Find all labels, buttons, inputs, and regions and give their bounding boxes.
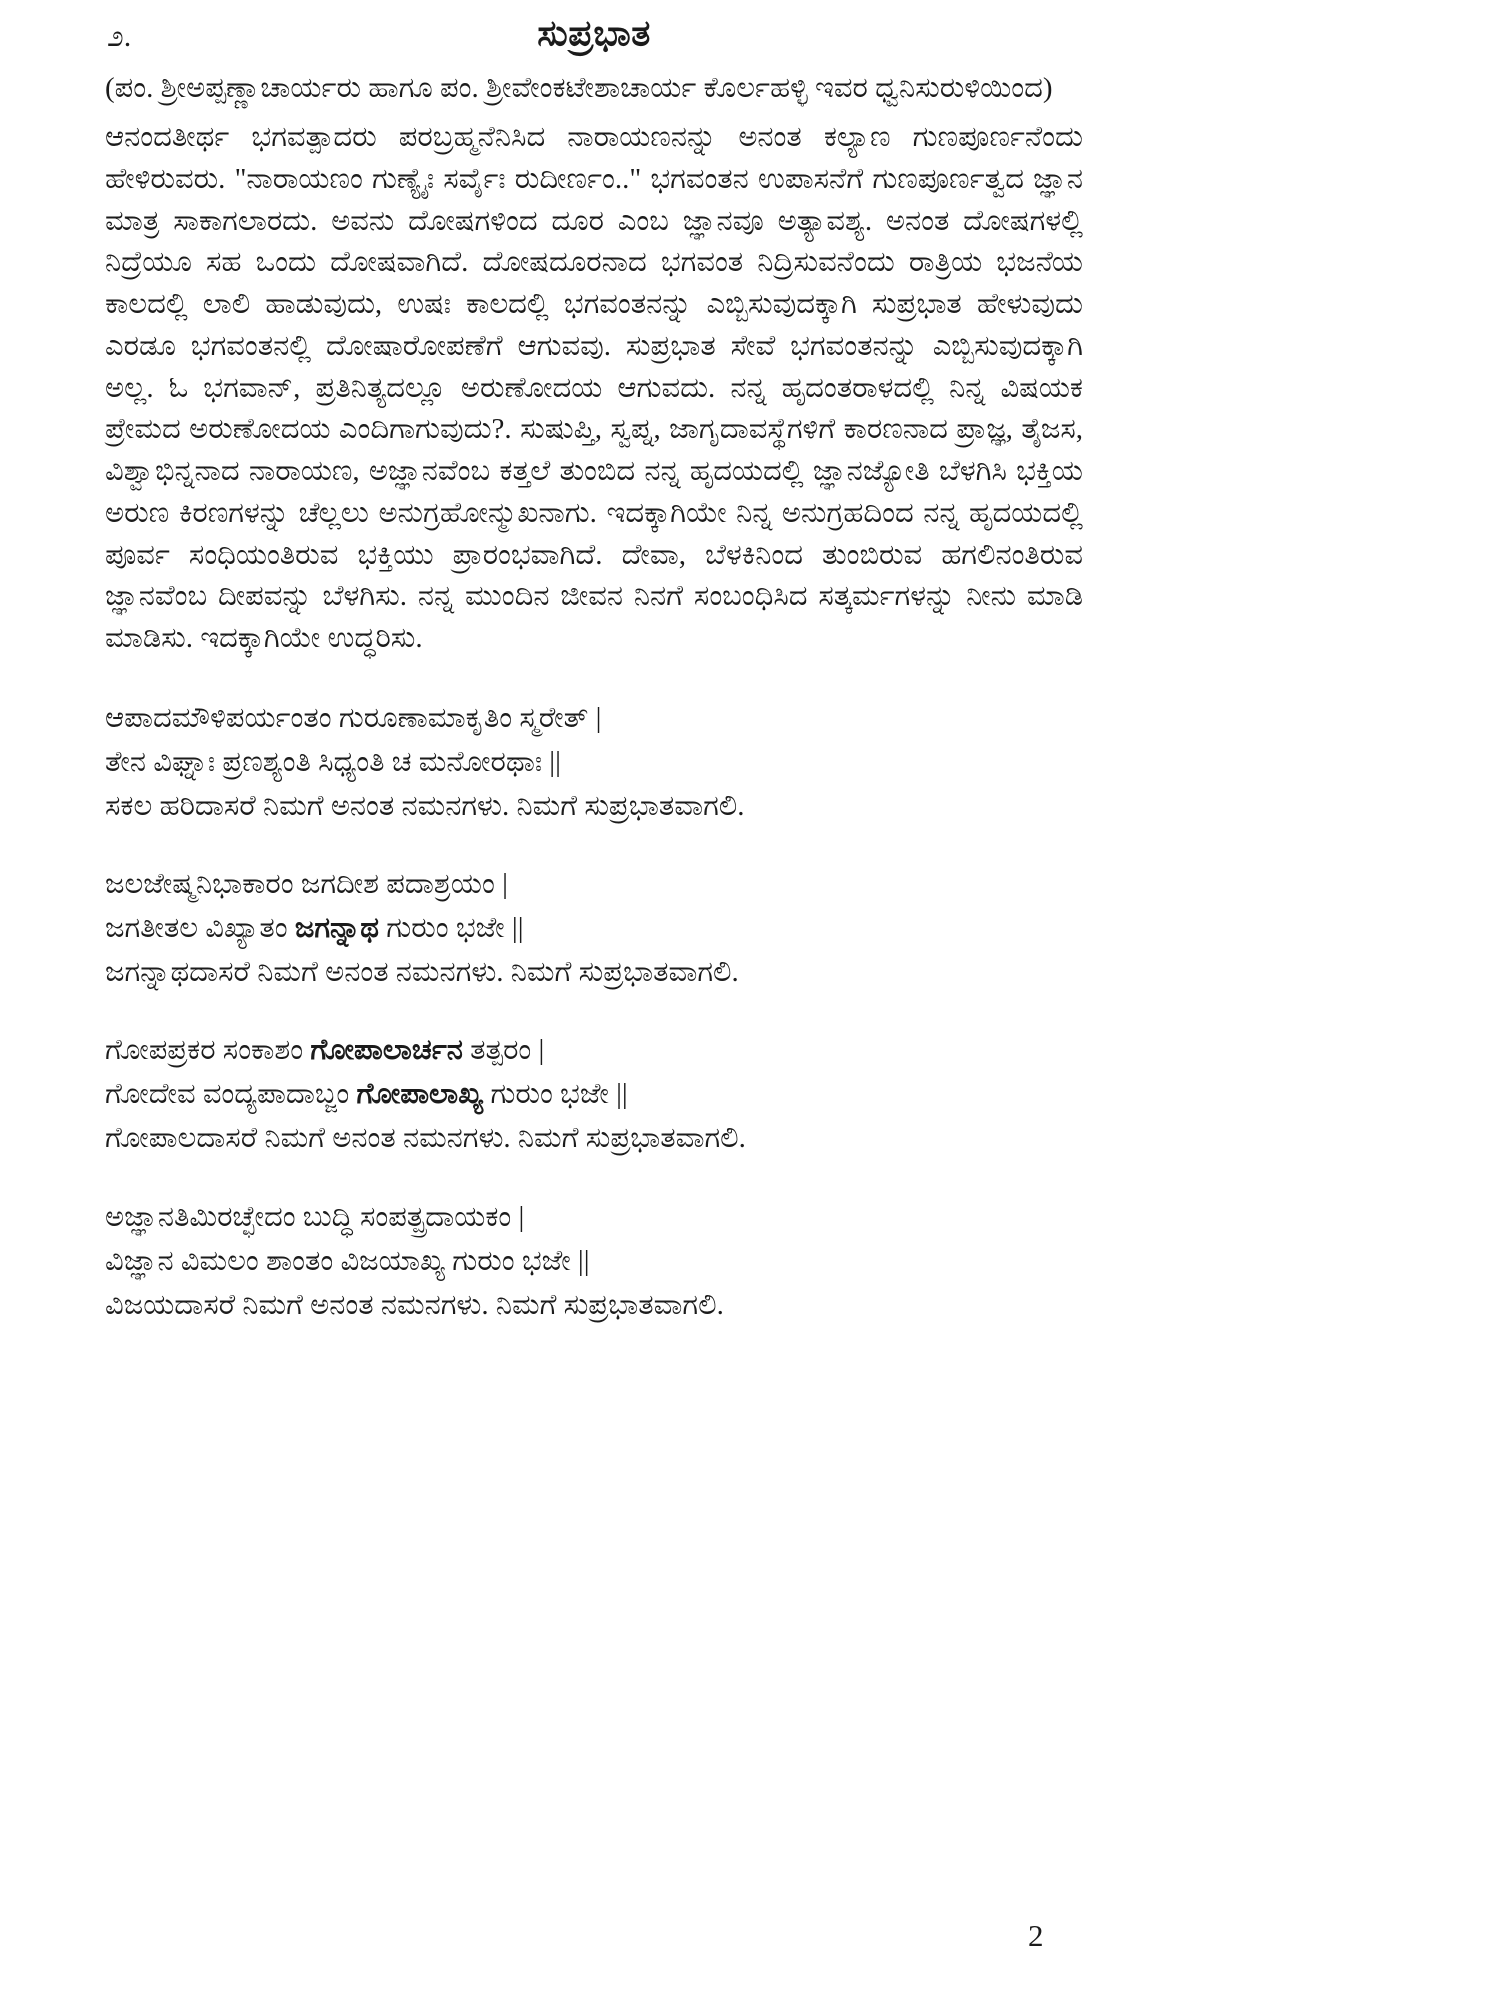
verse-text-bold: ಗೋಪಾಲಾರ್ಚನ — [310, 1034, 463, 1067]
list-item-number: ೨. — [107, 20, 132, 53]
verse-block-1 — [105, 696, 1083, 828]
verse-text: ತೇನ ವಿಘ್ನಾಃ ಪ್ರಣಶ್ಯಂತಿ ಸಿಧ್ಯಂತಿ ಚ ಮನೋರಥಾಃ || — [105, 745, 561, 778]
verse-text: ತತ್ಪರಂ | — [462, 1034, 545, 1067]
verse-text: ಅಜ್ಞಾನತಿಮಿರಚ್ಛೇದಂ ಬುದ್ಧಿ ಸಂಪತ್ಪ್ರದಾಯಕಂ | — [105, 1200, 525, 1233]
verse-text: ಜಗನ್ನಾಥದಾಸರೆ ನಿಮಗೆ ಅನಂತ ನಮನಗಳು. ನಿಮಗೆ ಸುಪ್ರಭಾತವಾಗಲಿ. — [105, 956, 739, 989]
verse-block-3 — [105, 1028, 1083, 1160]
verse-line — [105, 1072, 1083, 1116]
verse-text: ಗೋಪಪ್ರಕರ ಸಂಕಾಶಂ — [105, 1034, 311, 1067]
verse-line — [105, 1028, 1083, 1072]
verse-text-bold: ಗೋಪಾಲಾಖ್ಯ — [356, 1078, 484, 1111]
verse-text: ಆಪಾದಮೌಳಿಪರ್ಯಂತಂ ಗುರೂಣಾಮಾಕೃತಿಂ ಸ್ಮರೇತ್ | — [105, 701, 602, 734]
verse-text: ಸಕಲ ಹರಿದಾಸರೆ ನಿಮಗೆ ಅನಂತ ನಮನಗಳು. ನಿಮಗೆ ಸುಪ್ರಭಾತವಾಗಲಿ. — [105, 789, 745, 822]
verse-text-bold: ಜಗನ್ನಾಥ — [294, 912, 380, 945]
verse-text: ಗೋಪಾಲದಾಸರೆ ನಿಮಗೆ ಅನಂತ ನಮನಗಳು. ನಿಮಗೆ ಸುಪ್ರಭಾತವಾಗಲಿ. — [105, 1122, 746, 1155]
page-number: 2 — [1028, 1918, 1044, 1953]
verse-text: ಗೋದೇವ ವಂದ್ಯಪಾದಾಬ್ಜಂ — [105, 1078, 357, 1111]
verse-line — [105, 1195, 1083, 1239]
page-header — [105, 12, 1083, 55]
verse-salutation-line — [105, 1116, 1083, 1160]
verse-text: ಜಲಜೇಷ್ಮನಿಭಾಕಾರಂ ಜಗದೀಶ ಪದಾಶ್ರಯಂ | — [105, 868, 508, 901]
verse-block-4 — [105, 1195, 1083, 1327]
verse-salutation-line — [105, 1283, 1083, 1327]
subtitle-credits: (ಪಂ. ಶ್ರೀಅಪ್ಪಣ್ಣಾಚಾರ್ಯರು ಹಾಗೂ ಪಂ. ಶ್ರೀವೇಂಕಟೇಶಾಚಾರ್ಯ ಕೊರ್ಲಹಳ್ಳಿ ಇವರ ಧ್ವನಿಸುರುಳಿಯಿಂದ) — [105, 72, 1053, 104]
verse-text: ವಿಜ್ಞಾನ ವಿಮಲಂ ಶಾಂತಂ ವಿಜಯಾಖ್ಯ ಗುರುಂ ಭಜೇ || — [105, 1244, 590, 1277]
verse-salutation-line — [105, 950, 1083, 994]
verse-line — [105, 862, 1083, 906]
verse-line — [105, 1239, 1083, 1283]
page-title: ಸುಪ್ರಭಾತ — [537, 13, 651, 53]
verse-line — [105, 906, 1083, 950]
page-content — [105, 12, 1083, 1361]
verse-salutation-line — [105, 784, 1083, 828]
verse-line — [105, 740, 1083, 784]
main-paragraph: ಆನಂದತೀರ್ಥ ಭಗವತ್ಪಾದರು ಪರಬ್ರಹ್ಮನೆನಿಸಿದ ನಾರಾಯಣನನ್ನು ಅನಂತ ಕಲ್ಯಾಣ ಗುಣಪೂರ್ಣನೆಂದು ಹೇಳಿರುವರು. "ನಾರಾಯಣಂ ಗುಣ್ಯೈಃ ಸರ್ವೈಃ ರುದೀರ್ಣಂ.." ಭಗವಂತನ ಉಪಾಸನೆಗೆ ಗುಣಪೂರ್ಣತ್ವದ ಜ್ಞಾನ ಮಾತ್ರ ಸಾಕಾಗಲಾರದು. ಅವನು ದೋಷಗಳಿಂದ ದೂರ ಎಂಬ ಜ್ಞಾನವೂ ಅತ್ಯಾವಶ್ಯ. ಅನಂತ ದೋಷಗಳಲ್ಲಿ ನಿದ್ರೆಯೂ ಸಹ ಒಂದು ದೋಷವಾಗಿದೆ. ದೋಷದೂರನಾದ ಭಗವಂತ ನಿದ್ರಿಸುವನೆಂದು ರಾತ್ರಿಯ ಭಜನೆಯ ಕಾಲದಲ್ಲಿ ಲಾಲಿ ಹಾಡುವುದು, ಉಷಃ ಕಾಲದಲ್ಲಿ ಭಗವಂತನನ್ನು ಎಬ್ಬಿಸುವುದಕ್ಕಾಗಿ ಸುಪ್ರಭಾತ ಹೇಳುವುದು ಎರಡೂ ಭಗವಂತನಲ್ಲಿ ದೋಷಾರೋಪಣೆಗೆ ಆಗುವವು. ಸುಪ್ರಭಾತ ಸೇವೆ ಭಗವಂತನನ್ನು ಎಬ್ಬಿಸುವುದಕ್ಕಾಗಿ ಅಲ್ಲ. ಓ ಭಗವಾನ್, ಪ್ರತಿನಿತ್ಯದಲ್ಲೂ ಅರುಣೋದಯ ಆಗುವದು. ನನ್ನ ಹೃದಂತರಾಳದಲ್ಲಿ ನಿನ್ನ ವಿಷಯಕ ಪ್ರೇಮದ ಅರುಣೋದಯ ಎಂದಿಗಾಗುವುದು?. ಸುಷುಪ್ತಿ, ಸ್ವಪ್ನ, ಜಾಗೃದಾವಸ್ಥೆಗಳಿಗೆ ಕಾರಣನಾದ ಪ್ರಾಜ್ಞ, ತೈಜಸ, ವಿಶ್ವಾಭಿನ್ನನಾದ ನಾರಾಯಣ, ಅಜ್ಞಾನವೆಂಬ ಕತ್ತಲೆ ತುಂಬಿದ ನನ್ನ ಹೃದಯದಲ್ಲಿ ಜ್ಞಾನಜ್ಯೋತಿ ಬೆಳಗಿಸಿ ಭಕ್ತಿಯ ಅರುಣ ಕಿರಣಗಳನ್ನು ಚೆಲ್ಲಲು ಅನುಗ್ರಹೋನ್ಮುಖನಾಗು. ಇದಕ್ಕಾಗಿಯೇ ನಿನ್ನ ಅನುಗ್ರಹದಿಂದ ನನ್ನ ಹೃದಯದಲ್ಲಿ ಪೂರ್ವ ಸಂಧಿಯಂತಿರುವ ಭಕ್ತಿಯು ಪ್ರಾರಂಭವಾಗಿದೆ. ದೇವಾ, ಬೆಳಕಿನಿಂದ ತುಂಬಿರುವ ಹಗಲಿನಂತಿರುವ ಜ್ಞಾನವೆಂಬ ದೀಪವನ್ನು ಬೆಳಗಿಸು. ನನ್ನ ಮುಂದಿನ ಜೀವನ ನಿನಗೆ ಸಂಬಂಧಿಸಿದ ಸತ್ಕರ್ಮಗಳನ್ನು ನೀನು ಮಾಡಿ ಮಾಡಿಸು. ಇದಕ್ಕಾಗಿಯೇ ಉದ್ಧರಿಸು. — [105, 121, 1083, 655]
verse-text: ಜಗತೀತಲ ವಿಖ್ಯಾತಂ — [105, 912, 295, 945]
verse-text: ಗುರುಂ ಭಜೇ || — [483, 1078, 628, 1111]
verse-text: ವಿಜಯದಾಸರೆ ನಿಮಗೆ ಅನಂತ ನಮನಗಳು. ನಿಮಗೆ ಸುಪ್ರಭಾತವಾಗಲಿ. — [105, 1288, 724, 1321]
verse-line — [105, 696, 1083, 740]
verse-text: ಗುರುಂ ಭಜೇ || — [379, 912, 524, 945]
verse-block-2 — [105, 862, 1083, 994]
